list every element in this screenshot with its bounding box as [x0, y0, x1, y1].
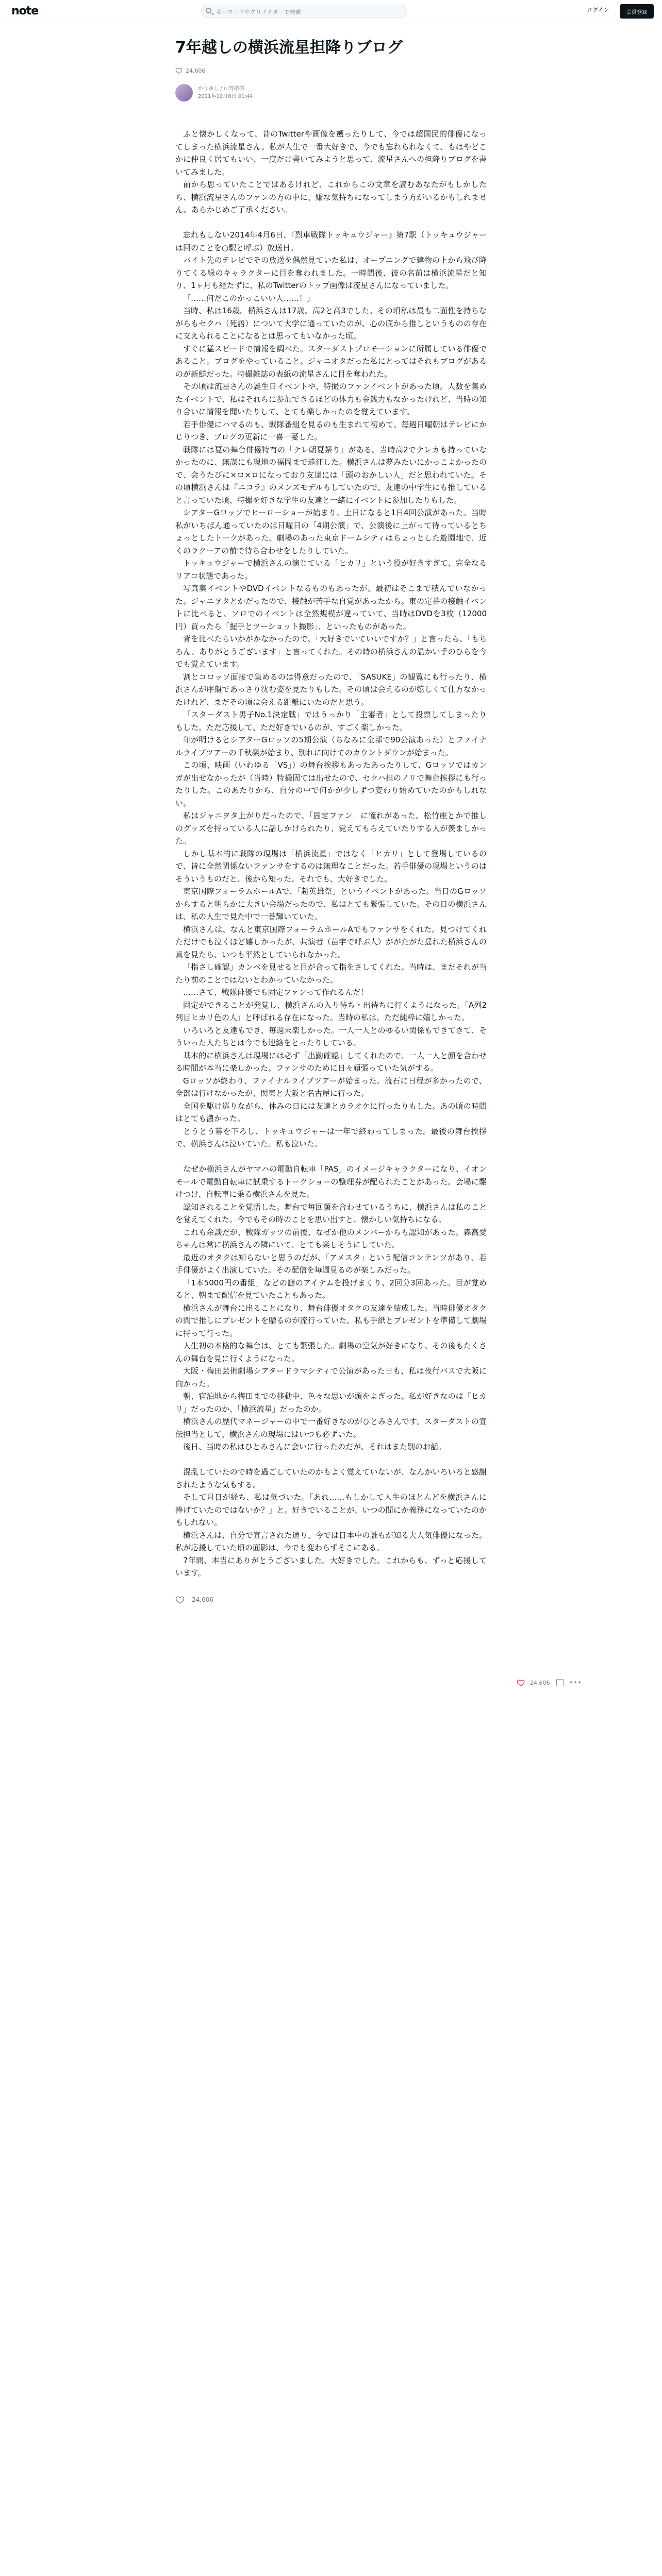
article-paragraph: 私はジャニヲタ上がりだったので、「固定ファン」に憧れがあった。松竹座とかで推しのグッズを持っている人に話しかけられたり、覚えてもらえていたりする人が羨ましかった。	[175, 811, 487, 845]
heart-icon	[175, 67, 183, 74]
article-paragraph: 7年間、本当にありがとうございました。大好きでした。これからも、ずっと応援しています。	[175, 1555, 487, 1578]
article-paragraph: 「1本5000円の番組」などの謎のアイテムを投げまくり、2回分3回あった。目が覚めると、朝まで配信を見ていたこともあった。	[175, 1278, 487, 1300]
like-counter[interactable]	[175, 66, 487, 75]
article-paragraph: 混乱していたので時を過ごしていたのかもよく覚えていないが、なんかいろいろと感謝されたような気もする。	[175, 1467, 487, 1489]
article-paragraph: 認知されることを覚悟した。舞台で毎回顔を合わせているうちに、横浜さんは私のことを覚えてくれた。今でもその時のことを思い出すと、懐かしい気持ちになる。	[175, 1202, 487, 1224]
author-info[interactable]	[175, 82, 487, 103]
floating-like-count: 24,606	[530, 1679, 550, 1686]
article-paragraph: 最近のオタクは知らないと思うのだが、「アメスタ」という配信コンテンツがあり、若手俳優がよく出演していた。その配信を毎週見るのが楽しみだった。	[175, 1252, 487, 1275]
article-paragraph: 「……何だこのかっこいい人……！」	[183, 293, 315, 303]
article-paragraph: すぐに猛スピードで情報を調べた。スターダストプロモーションに所属している俳優であること。ブログをやっていること。ジャニオタだった私にとってはそれもブログがあるのが新鮮だった。特撮雑誌の表紙の流星さんに目を奪われた。	[175, 344, 487, 379]
article-paragraph: 基本的に横浜さんは現場には必ず「出勤確認」してくれたので、一人一人と顔を合わせる時間が本当に楽しかった。ファンサのために日々頑張っていた気がする。	[175, 1050, 487, 1073]
like-count: 24,606	[186, 67, 206, 74]
article-paragraph: 忘れもしない2014年4月6日、『烈車戦隊トッキュウジャー』第7駅（トッキュウジャーは回のことを○駅と呼ぶ）放送日。	[175, 230, 487, 252]
article-paragraph: 全国を駆け巡りながら、休みの日には友達とカラオケに行ったりもした。あの頃の時間はとても濃かった。	[175, 1101, 487, 1123]
article-paragraph: 固定ができることが発覚し、横浜さんの入り待ち・出待ちに行くようになった。「A列2列目ヒカリ色の人」と呼ばれる存在になった。当時の私は、ただ純粋に嬉しかった。	[175, 1000, 487, 1022]
article-paragraph: 横浜さんが舞台に出ることになり、舞台俳優オタクの友達を結成した。当時俳優オタクの間で推しにプレゼントを贈るのが流行っていた。私も手紙とプレゼントを準備して劇場に持って行った。	[175, 1303, 487, 1338]
bottom-like-count: 24,606	[192, 1596, 213, 1603]
article-paragraph: 人生初の本格的な舞台は、とても緊張した。劇場の空気が好きになり、その後もたくさんの舞台を見に行くようになった。	[175, 1341, 487, 1363]
article-paragraph: 若手俳優にハマるのも、戦隊番組を見るのも生まれて初めて。毎週日曜朝はテレビにかじりつき、ブログの更新に一喜一憂した。	[175, 419, 487, 442]
article-paragraph: 前から思っていたことではあるけれど、これからこの文章を読むあなたがもしかしたら、横浜流星さんのファンの方の中に、嫌な気持ちになってしまう方がいるかもしれません。あらかじめご了承ください。	[175, 180, 487, 214]
article-paragraph: 大阪・梅田芸術劇場シアタードラマシティで公演があった日も、私は夜行バスで大阪に向かった。	[175, 1366, 487, 1388]
article-paragraph: 当時、私は16歳。横浜さんは17歳。高2と高3でした。その頃私は最も二面性を持ちながらもセクハ（死語）について大学に通っていたのが、心の底から推しというものの存在に支えられることになるとは思ってもいなかった頃。	[175, 306, 487, 341]
signup-button[interactable]: 会員登録	[620, 4, 654, 19]
article-paragraph: 横浜さんの歴代マネージャーの中で一番好きなのがひとみさんです。スターダストの宣伝担当として、横浜さんの現場にはいつも必ずいた。	[175, 1417, 487, 1439]
share-icon[interactable]	[556, 1679, 564, 1686]
article-paragraph: 戦隊には夏の舞台俳優特有の「テレ朝夏祭り」がある。当時高2でテレカも持っていなかったのに、無謀にも現地の福岡まで遠征した。横浜さんは夢みたいにかっこよかったので、会うたびに×ロ×ロになっており友達には「頭のおかしい人」だと思われていた。その頃横浜さんは『ニコラ』のメンズモデルもしていたので、友達の中学生にも推していると言っていた頃、特撮を好きな学生の友達と一緒にイベントに参加したりもした。	[175, 445, 487, 505]
login-link[interactable]: ログイン	[587, 7, 609, 13]
top-navigation-bar	[0, 0, 662, 23]
heart-icon[interactable]	[517, 1679, 525, 1687]
article-paragraph: しかし基本的に戦隊の現場は「横浜流星」ではなく「ヒカリ」として登場しているので、皆に全然関係ないファンサをするのは無理なことだった。若手俳優の現場というのはそういうものだと、後から知った。それでも、大好きでした。	[175, 849, 487, 884]
article-paragraph: バイト先のテレビでその放送を偶然見ていた私は、オープニングで建物の上から飛び降りてくる緑のキャラクターに目を奪われました。一時間後、彼の名前は横浜流星だと知り、1ヶ月も経たずに、私のTwitterのトップ画像は流星さんになっていました。	[175, 256, 487, 290]
bottom-like-button[interactable]	[175, 1595, 487, 1604]
article-paragraph: 年が明けるとシアターGロッソの5期公演（ちなみに全部で90公演あった）とファイナルライブツアーの千秋楽が始まり、別れに向けてのカウントダウンが始まった。	[175, 735, 487, 757]
article-paragraph: トッキュウジャーで横浜さんの演じている「ヒカリ」という役が好きすぎて、完全なるリアコ状態であった。	[175, 558, 487, 581]
floating-like-bar	[517, 1679, 582, 1687]
search-box[interactable]	[201, 5, 407, 18]
avatar[interactable]	[175, 84, 193, 101]
article-paragraph: 横浜さんは、自分で宣言された通り、今では日本中の誰もが知る大人気俳優になった。私が応援していた頃の面影は、今でも変わらずそこにある。	[175, 1530, 487, 1552]
article-paragraph: ふと懐かしくなって、昔のTwitterや画像を遡ったりして、今では超国民的俳優になってしまった横浜流星さん。私が人生で一番大好きで、今でも忘れられなくて、もはやどこかに仲良く居てもいい、一度だけ書いてみようと思って、流星さんへの担降りブログを書いてみました。	[175, 129, 487, 177]
note-logo[interactable]: note	[11, 5, 39, 18]
publish-date: 2021年10月8日 01:44	[198, 94, 253, 99]
article-paragraph: 「指さし確認」カンペを見せると目が合って指をさしてくれた。当時は、まだそれが当たり前のことではないとわかっていなかった。	[175, 962, 487, 985]
article-paragraph: いろいろと友達もでき、毎週末楽しかった。一人一人とのゆるい関係もできてきて、そういった人たちとは今でも連絡をとったりしている。	[175, 1025, 487, 1047]
article-paragraph: 割とコロッソ面接で集めるのは得意だったので、「SASUKE」の観覧にも行ったり、横浜さんが序盤であっさり沈む姿を見たりもした。その頃は会えるのが嬉しくて仕方なかったけれど、まだその頃は会える距離にいたのだと思う。	[175, 672, 487, 707]
article-paragraph: 写真集イベントやDVDイベントなるものもあったが、最初はそこまで積んでいなかった。ジャニヲタとかだったので、接触が苦手な自覚があったから。東の定番の接触イベントに比べると、ソロでのイベントは全然規模が違っていて、当時はDVDを3枚（12000円）買ったら「握手とツーショット撮影」、といったものがあった。	[175, 584, 487, 631]
article	[175, 37, 487, 1604]
search-icon	[206, 8, 211, 13]
article-paragraph: そして月日が経ち、私は気づいた。「あれ……もしかして人生のほとんどを横浜さんに捧げていたのではないか？」と。好きでいることが、いつの間にか義務になっていたのかもしれない。	[175, 1493, 487, 1527]
article-title: 7年越しの横浜流星担降りブログ	[175, 39, 403, 57]
article-paragraph: この頃、映画（いわゆる「VS」）の舞台挨拶もあったあったりして、Gロッソではカンガが出せなかったが（当時）特撮固ては出せたので、セクハ担のノリで舞台挨拶にも行ったりした。このあたりから、自分の中で何かが少しずつ変わり始めていたのかもしれない。	[175, 760, 487, 808]
more-options-icon[interactable]: •••	[569, 1679, 582, 1686]
article-paragraph: Gロッソが終わり、ファイナルライブツアーが始まった。流石に日程が多かったので、全部は行けなかったが、関東と大阪と名古屋に行った。	[175, 1076, 487, 1098]
article-paragraph: 「スターダスト男子No.1決定戦」ではうっかり「主審者」として投票してしまったりもした。ただ応援して、ただ好きでいるのが、すごく楽しかった。	[175, 710, 487, 732]
article-paragraph: 後日、当時の私はひとみさんに会いに行ったのだが、それはまた別のお話。	[183, 1442, 446, 1451]
article-paragraph: その頃は流星さんの誕生日イベントや、特撮のファンイベントがあった頃。人数を集めたイベントで、私はそれらに参加できるほどの体力も金銭力もなかったけれど、当時の知り合いに情報を聞いたりして、とても楽しかったのを覚えています。	[175, 382, 487, 416]
author-name[interactable]: かりゆし / 山野榕樹	[198, 86, 244, 92]
article-paragraph: シアターGロッソでヒーローショーが始まり、土日になると1日4回公演があった。当時私がいちばん通っていたのは日曜日の「4期公演」で、公演後に上がって待っているとちょっとしたトークがあった。劇場のあった東京ドームシティはちょっとした遊園地で、近くのラクーアの前で待ち合わせをしたりしていた。	[175, 508, 487, 555]
search-input[interactable]	[215, 5, 403, 19]
article-paragraph: なぜか横浜さんがヤマハの電動自転車「PAS」のイメージキャラクターになり、イオンモールで電動自転車に試乗するトークショーの整理券が配られたことがあった。会場に駆けつけ、自転車に乗る横浜さんを見た。	[175, 1164, 487, 1199]
article-paragraph: 東京国際フォーラムホールAで、「超英雄祭」というイベントがあった。当日のGロッソからすると明らかに大きい会場だったので、私はとても緊張していた。その日の横浜さんは、私の人生で見た中で一番輝いていた。	[175, 887, 487, 921]
article-body	[175, 128, 487, 1580]
heart-icon	[175, 1595, 185, 1604]
article-paragraph: 横浜さんは、なんと東京国際フォーラムホールAでもファンサをくれた。見つけてくれただけでも泣くほど嬉しかったが、共演者（苗字で呼ぶ人）ががたがた揺れた横浜さんの真を見たら、いつも平然としていられなかった。	[175, 924, 487, 959]
article-paragraph: とうとう幕を下ろし、トッキュウジャーは一年で終わってしまった。最後の舞台挨拶で、横浜さんは泣いていた。私も泣いた。	[175, 1126, 487, 1148]
article-paragraph: 背を比べたらいかがかなかったので、「大好きでいていいですか？」と言ったら、「もちろん、ありがとうございます」と言ってくれた。その時の横浜さんの温かい手のひらを今でも覚えています。	[175, 634, 487, 669]
article-paragraph: 朝、宿泊地から梅田までの移動中、色々な思いが頭をよぎった。私が好きなのは「ヒカリ」だったのか、「横浜流星」だったのか。	[175, 1392, 487, 1414]
article-paragraph: これも余談だが、戦隊ガッツの前後、なぜか他のメンバーからも認知があった。森高愛ちゃんは常に横浜さんの隣にいて、とても楽しそうにしていた。	[175, 1227, 487, 1249]
article-paragraph: ……さて、戦隊俳優でも固定ファンって作れるんだ！	[183, 988, 368, 997]
